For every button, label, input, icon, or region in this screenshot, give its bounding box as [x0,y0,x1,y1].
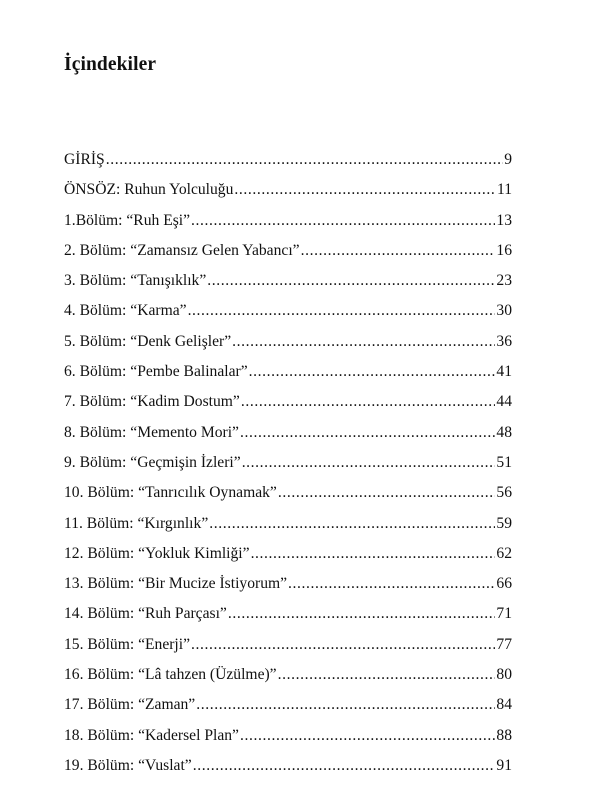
toc-entry-title: 8. Bölüm: “Memento Mori” [64,423,239,441]
toc-entry-title: 5. Bölüm: “Denk Gelişler” [64,332,232,350]
toc-entry [64,236,512,266]
toc-entry [64,660,512,690]
toc-entry-title: ÖNSÖZ: Ruhun Yolculuğu [64,181,234,199]
toc-dot-leader [278,478,496,508]
toc-entry-page-number: 80 [496,666,512,684]
toc-entry [64,296,512,326]
toc-dot-leader [196,690,495,720]
toc-entry [64,266,512,296]
toc-dot-leader [106,145,503,175]
toc-entry-title: 11. Bölüm: “Kırgınlık” [64,514,209,532]
toc-entry [64,478,512,508]
toc-entry [64,751,512,781]
toc-entry [64,509,512,539]
toc-dot-leader [191,630,495,660]
toc-entry [64,357,512,387]
toc-dot-leader [207,266,495,296]
toc-entry [64,721,512,751]
toc-entry-title: 13. Bölüm: “Bir Mucize İstiyorum” [64,575,288,593]
toc-dot-leader [241,387,496,417]
toc-entry-title: 14. Bölüm: “Ruh Parçası” [64,605,227,623]
toc-entry-title: 10. Bölüm: “Tanrıcılık Oynamak” [64,484,277,502]
toc-entry-title: 9. Bölüm: “Geçmişin İzleri” [64,453,241,471]
toc-entry-page-number: 41 [496,363,512,381]
toc-entry [64,387,512,417]
toc-entry-title: 16. Bölüm: “Lâ tahzen (Üzülme)” [64,666,277,684]
toc-dot-leader [240,418,495,448]
toc-entry-page-number: 91 [496,756,512,774]
toc-entry-title: GİRİŞ [64,151,105,168]
toc-entry-page-number: 16 [496,241,512,259]
toc-entry-title: 15. Bölüm: “Enerji” [64,635,191,653]
toc-entry [64,539,512,569]
toc-entry [64,630,512,660]
toc-entry-page-number: 66 [496,575,512,593]
toc-entry-page-number: 51 [496,453,512,471]
table-of-contents [64,145,512,781]
toc-entry-page-number: 11 [496,181,512,199]
toc-entry-page-number: 9 [504,151,512,168]
toc-entry-page-number: 59 [496,514,512,532]
toc-entry [64,175,512,205]
toc-dot-leader [242,448,496,478]
toc-entry-title: 6. Bölüm: “Pembe Balinalar” [64,363,248,381]
toc-entry-page-number: 88 [496,726,512,744]
toc-entry-page-number: 56 [496,484,512,502]
toc-dot-leader [232,327,495,357]
toc-dot-leader [188,296,496,326]
toc-dot-leader [228,599,496,629]
toc-entry-page-number: 30 [496,302,512,320]
toc-dot-leader [251,539,496,569]
toc-dot-leader [240,721,495,751]
toc-entry-title: 18. Bölüm: “Kadersel Plan” [64,726,239,744]
toc-dot-leader [191,206,495,236]
toc-dot-leader [234,175,496,205]
toc-entry-title: 4. Bölüm: “Karma” [64,302,187,320]
toc-entry [64,206,512,236]
toc-entry-page-number: 77 [496,635,512,653]
toc-entry-page-number: 23 [496,272,512,290]
toc-entry [64,569,512,599]
toc-heading: İçindekiler [64,54,157,75]
toc-entry-page-number: 36 [496,332,512,350]
toc-entry [64,327,512,357]
toc-dot-leader [249,357,496,387]
toc-dot-leader [278,660,496,690]
toc-dot-leader [193,751,496,781]
toc-entry-title: 17. Bölüm: “Zaman” [64,696,196,714]
toc-dot-leader [288,569,495,599]
toc-entry-title: 2. Bölüm: “Zamansız Gelen Yabancı” [64,241,300,259]
toc-dot-leader [209,509,495,539]
toc-entry-title: 1.Bölüm: “Ruh Eşi” [64,211,191,229]
toc-entry [64,690,512,720]
toc-entry-title: 19. Bölüm: “Vuslat” [64,756,192,774]
toc-entry [64,448,512,478]
toc-entry-title: 3. Bölüm: “Tanışıklık” [64,272,207,290]
toc-entry-title: 7. Bölüm: “Kadim Dostum” [64,393,240,411]
toc-dot-leader [301,236,496,266]
toc-entry [64,145,512,175]
toc-entry [64,599,512,629]
toc-entry-page-number: 13 [496,211,512,229]
toc-entry [64,418,512,448]
toc-entry-title: 12. Bölüm: “Yokluk Kimliği” [64,544,250,562]
toc-entry-page-number: 71 [496,605,512,623]
toc-entry-page-number: 44 [496,393,512,411]
toc-entry-page-number: 84 [496,696,512,714]
toc-entry-page-number: 48 [496,423,512,441]
toc-entry-page-number: 62 [496,544,512,562]
